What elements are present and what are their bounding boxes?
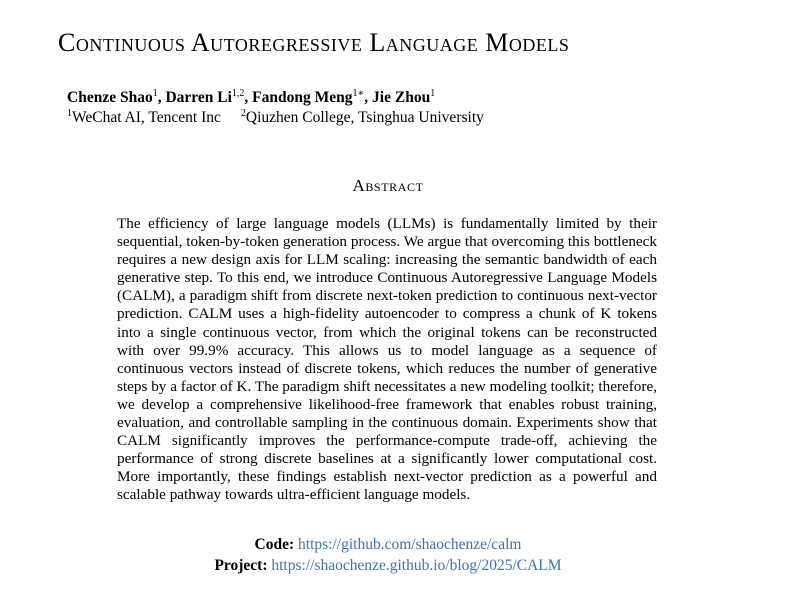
author-affiliation-mark: 1 [152, 87, 158, 99]
project-link-row [0, 555, 776, 576]
author-name: Jie Zhou [372, 89, 431, 106]
code-link-row [0, 534, 776, 555]
author-affiliation-mark: 1∗ [352, 87, 365, 99]
code-label: Code: [254, 536, 295, 553]
affiliation-name: WeChat AI, Tencent Inc [72, 109, 221, 126]
code-link[interactable]: https://github.com/shaochenze/calm [298, 536, 522, 553]
author-name: Chenze Shao [67, 89, 153, 106]
project-link[interactable]: https://shaochenze.github.io/blog/2025/CALM [271, 557, 562, 574]
author-affiliation-mark: 1 [430, 87, 436, 99]
author-list: Chenze Shao$^1$, Darren Li$^{1,2}$, Fandong Meng$^{1∗}$, Jie Zhou$^1$ [67, 87, 436, 106]
paper-title: Continuous Autoregressive Language Models [58, 28, 570, 57]
project-label: Project: [214, 557, 268, 574]
links-section [0, 534, 776, 576]
author-name: Darren Li [165, 89, 232, 106]
affiliation-mark: 1 [67, 107, 72, 119]
affiliation-list [67, 108, 484, 128]
author-name: Fandong Meng [252, 89, 353, 106]
author-affiliation-mark: 1,2 [231, 87, 245, 99]
abstract-heading: Abstract [352, 176, 424, 195]
affiliation-name: Qiuzhen College, Tsinghua University [245, 109, 484, 126]
affiliation-mark: 2 [240, 107, 246, 119]
abstract-text: The efficiency of large language models (LLMs) is fundamentally limited by their sequential, token-by-token generation process. We argue that overcoming this bottleneck requires a new design axis for LLM scaling: increasing the semantic bandwidth of each generative step. To this end, we introduce Continuous Autoregressive Language Models (CALM), a paradigm shift from discrete next-token prediction to continuous next-vector prediction. CALM uses a high-fidelity autoencoder to compress a chunk of K tokens into a single continuous vector, from which the original tokens can be reconstructed with over 99.9% accuracy. This allows us to model language as a sequence of continuous vectors instead of discrete tokens, which reduces the number of generative steps by a factor of K. The paradigm shift necessitates a new modeling toolkit; therefore, we develop a comprehensive likelihood-free framework that enables robust training, evaluation, and controllable sampling in the continuous domain. Experiments show that CALM significantly improves the performance-compute trade-off, achieving the performance of strong discrete baselines at a significantly lower computational cost. More importantly, these findings establish next-vector prediction as a powerful and scalable pathway towards ultra-efficient language models. [117, 215, 657, 504]
